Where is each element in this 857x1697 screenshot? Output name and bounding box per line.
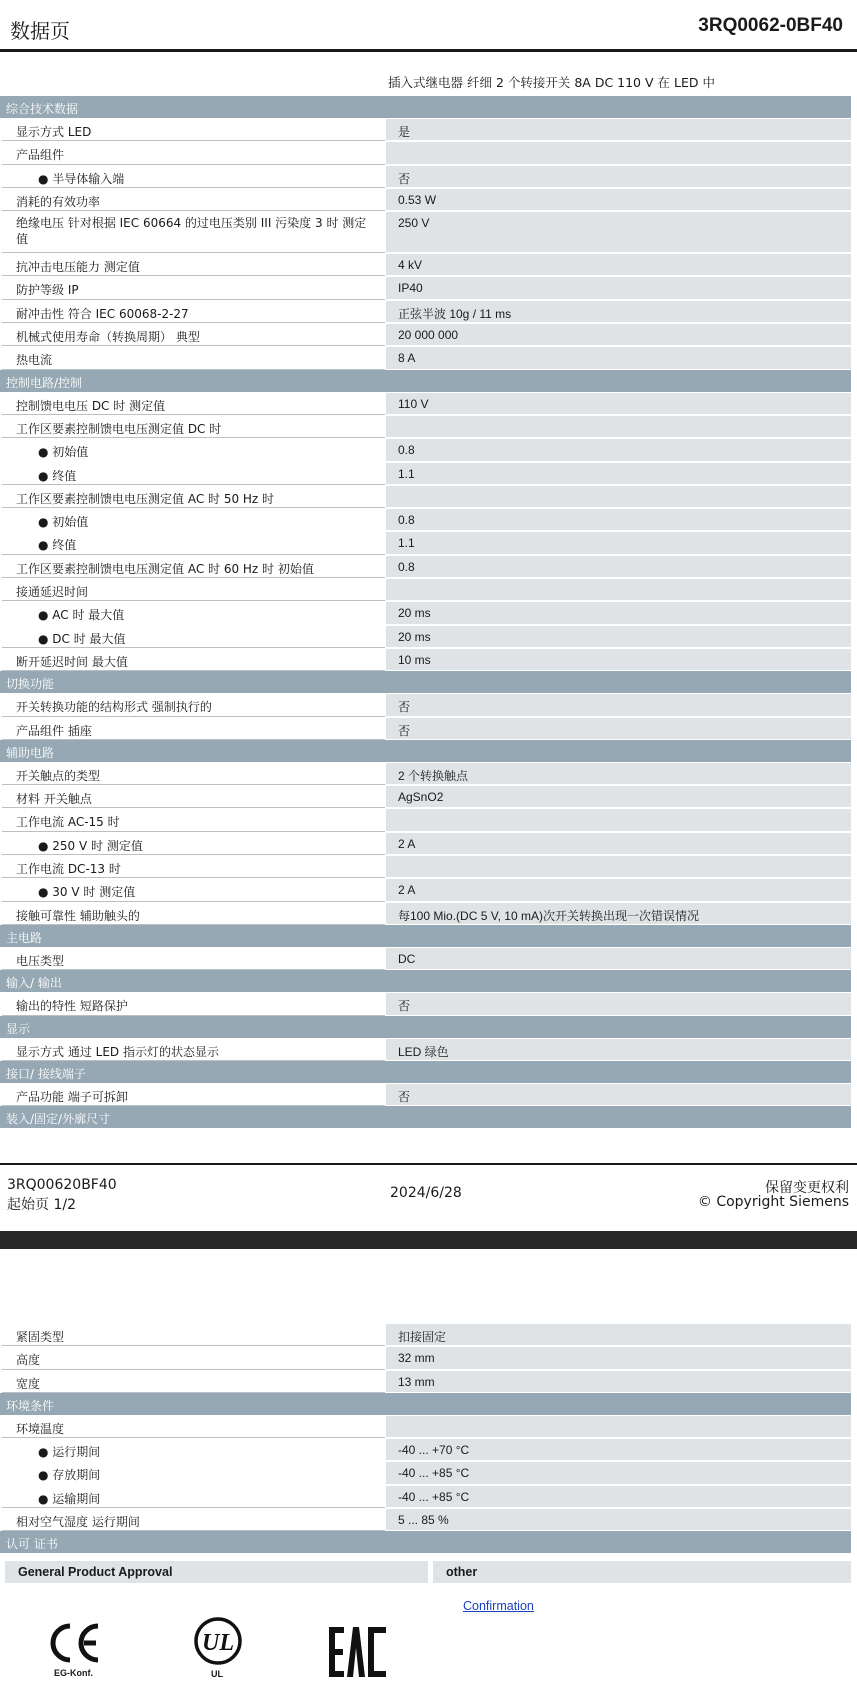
spec-row xyxy=(0,902,851,925)
spec-value-cell xyxy=(386,347,851,368)
spec-row xyxy=(0,1485,851,1508)
spec-value: 13 mm xyxy=(398,1374,435,1389)
spec-value: 5 ... 85 % xyxy=(398,1513,449,1528)
spec-value: 0.8 xyxy=(398,443,415,458)
spec-label: ● 初始值 xyxy=(38,445,89,460)
spec-row xyxy=(0,947,851,970)
page-footer xyxy=(0,1163,857,1238)
spec-label: 机械式使用寿命（转换周期） 典型 xyxy=(16,330,200,345)
spec-row xyxy=(0,531,851,554)
spec-value-cell xyxy=(386,393,851,414)
spec-label: ● AC 时 最大值 xyxy=(38,608,125,623)
spec-value-cell xyxy=(386,649,851,670)
spec-label: ● 250 V 时 测定值 xyxy=(38,838,143,853)
spec-row xyxy=(0,462,851,485)
spec-label: ● 半导体输入端 xyxy=(38,171,125,186)
row-divider xyxy=(2,924,385,925)
spec-row xyxy=(0,438,851,461)
spec-value-cell xyxy=(386,856,851,877)
spec-label: 工作区要素控制馈电电压测定值 AC 时 60 Hz 时 初始值 xyxy=(16,561,314,576)
spec-row xyxy=(0,648,851,671)
spec-row xyxy=(0,1508,851,1531)
spec-label: 断开延迟时间 最大值 xyxy=(16,654,128,669)
spec-row xyxy=(0,165,851,188)
spec-label: 开关转换功能的结构形式 强制执行的 xyxy=(16,700,212,715)
row-divider xyxy=(2,969,385,970)
spec-value-cell xyxy=(386,1324,851,1345)
header-title: 数据页 xyxy=(10,19,70,43)
spec-value-cell xyxy=(386,416,851,437)
spec-value-cell xyxy=(386,439,851,460)
spec-row xyxy=(0,1083,851,1106)
spec-row xyxy=(0,808,851,831)
spec-value-cell xyxy=(386,786,851,807)
spec-label: 抗冲击电压能力 测定值 xyxy=(16,260,140,275)
spec-label: ● 运输期间 xyxy=(38,1491,101,1506)
spec-label: 材料 开关触点 xyxy=(16,792,92,807)
svg-text:UL: UL xyxy=(202,1630,234,1656)
spec-row xyxy=(0,346,851,369)
spec-row xyxy=(0,1370,851,1393)
spec-label: ● 30 V 时 测定值 xyxy=(38,885,136,900)
spec-value: 10 ms xyxy=(398,652,431,667)
spec-value-cell xyxy=(386,486,851,507)
header-product-code: 3RQ0062-0BF40 xyxy=(698,15,843,36)
approval-header-row xyxy=(5,1561,851,1583)
section-header: 主电路 xyxy=(0,925,851,947)
spec-value: 20 ms xyxy=(398,606,431,621)
row-divider xyxy=(2,1060,385,1061)
spec-value: 每100 Mio.(DC 5 V, 10 mA)次开关转换出现一次错误情况 xyxy=(398,908,699,923)
footer-page-number: 起始页 1/2 xyxy=(7,1197,76,1213)
spec-value: 250 V xyxy=(398,216,430,231)
spec-row xyxy=(0,1415,851,1438)
spec-label: 输出的特性 短路保护 xyxy=(16,999,128,1014)
spec-value: 1.1 xyxy=(398,466,415,481)
spec-value: -40 ... +70 °C xyxy=(398,1443,470,1458)
spec-row xyxy=(0,211,851,253)
spec-value: 0.53 W xyxy=(398,192,437,207)
spec-label: 控制馈电电压 DC 时 测定值 xyxy=(16,398,166,413)
section-header: 切换功能 xyxy=(0,671,851,693)
spec-value-cell xyxy=(386,532,851,553)
spec-row xyxy=(0,785,851,808)
spec-value: 否 xyxy=(398,1089,411,1104)
spec-row xyxy=(0,717,851,740)
spec-value: 是 xyxy=(398,125,411,139)
spec-row xyxy=(0,141,851,164)
spec-row xyxy=(0,1461,851,1484)
ce-caption: EG-Konf. xyxy=(54,1668,93,1678)
spec-row xyxy=(0,1323,851,1346)
row-divider xyxy=(2,739,385,740)
section-header: 辅助电路 xyxy=(0,740,851,762)
spec-label: 绝缘电压 针对根据 IEC 60664 的过电压类别 III 污染度 3 时 测定值 xyxy=(16,216,367,247)
spec-value: 1.1 xyxy=(398,536,415,551)
spec-row xyxy=(0,693,851,716)
spec-label: 接触可靠性 辅助触头的 xyxy=(16,908,140,923)
spec-value-cell xyxy=(386,579,851,600)
spec-label: 防护等级 IP xyxy=(16,283,79,298)
spec-value-cell xyxy=(386,718,851,739)
spec-label: ● 初始值 xyxy=(38,515,89,530)
spec-value: 20 ms xyxy=(398,629,431,644)
spec-row xyxy=(0,878,851,901)
spec-value: DC xyxy=(398,951,416,966)
spec-label: 耐冲击性 符合 IEC 60068-2-27 xyxy=(16,306,189,321)
spec-table-page1 xyxy=(0,96,851,1128)
spec-row xyxy=(0,485,851,508)
spec-label: 宽度 xyxy=(16,1376,41,1391)
spec-value: 20 000 000 xyxy=(398,328,459,343)
spec-value-cell xyxy=(386,833,851,854)
spec-row xyxy=(0,276,851,299)
spec-row xyxy=(0,188,851,211)
spec-value-cell xyxy=(386,212,851,252)
spec-value-cell xyxy=(386,142,851,163)
spec-value-cell xyxy=(386,1439,851,1460)
approval-col-other: other xyxy=(433,1561,851,1583)
spec-row xyxy=(0,992,851,1015)
spec-value-cell xyxy=(386,119,851,140)
row-divider xyxy=(2,1105,385,1106)
spec-value-cell xyxy=(386,1486,851,1507)
spec-value-cell xyxy=(386,254,851,275)
spec-label: 工作区要素控制馈电电压测定值 AC 时 50 Hz 时 xyxy=(16,491,275,506)
spec-value-cell xyxy=(386,463,851,484)
spec-row xyxy=(0,415,851,438)
spec-value-cell xyxy=(386,694,851,715)
spec-value-cell xyxy=(386,1462,851,1483)
spec-value-cell xyxy=(386,1084,851,1105)
spec-row xyxy=(0,1038,851,1061)
spec-value: 2 A xyxy=(398,883,416,898)
spec-label: 相对空气湿度 运行期间 xyxy=(16,1515,140,1530)
ul-mark-icon xyxy=(193,1616,243,1680)
spec-row xyxy=(0,578,851,601)
spec-label: ● 终值 xyxy=(38,538,77,553)
spec-value-cell xyxy=(386,1347,851,1368)
spec-value: 正弦半波 10g / 11 ms xyxy=(398,306,512,321)
spec-label: 消耗的有效功率 xyxy=(16,194,101,209)
spec-value-cell xyxy=(386,556,851,577)
spec-row xyxy=(0,253,851,276)
section-header: 认可 证书 xyxy=(0,1531,851,1553)
spec-label: 工作电流 DC-13 时 xyxy=(16,862,121,877)
spec-value: 否 xyxy=(398,723,411,738)
row-divider xyxy=(2,1392,385,1393)
section-header: 显示 xyxy=(0,1016,851,1038)
footer-product-code: 3RQ00620BF40 xyxy=(7,1177,117,1193)
section-header: 控制电路/控制 xyxy=(0,370,851,392)
row-divider xyxy=(2,369,385,370)
section-header: 综合技术数据 xyxy=(0,96,851,118)
spec-value-cell xyxy=(386,993,851,1014)
spec-value-cell xyxy=(386,903,851,924)
spec-label: 工作区要素控制馈电电压测定值 DC 时 xyxy=(16,421,222,436)
row-divider xyxy=(2,670,385,671)
page-break-band xyxy=(0,1231,857,1249)
spec-value-cell xyxy=(386,189,851,210)
row-divider xyxy=(2,1015,385,1016)
spec-value-cell xyxy=(386,1371,851,1392)
spec-value-cell xyxy=(386,602,851,623)
spec-label: 高度 xyxy=(16,1353,41,1368)
spec-row xyxy=(0,1438,851,1461)
spec-value: 110 V xyxy=(398,396,429,411)
spec-row xyxy=(0,392,851,415)
row-divider xyxy=(2,1530,385,1531)
spec-row xyxy=(0,118,851,141)
spec-value: 否 xyxy=(398,700,411,715)
spec-row xyxy=(0,300,851,323)
page-header xyxy=(0,0,857,52)
footer-copyright: © Copyright Siemens xyxy=(697,1194,849,1210)
spec-value: -40 ... +85 °C xyxy=(398,1489,470,1504)
spec-value: 否 xyxy=(398,999,411,1014)
spec-value-cell xyxy=(386,809,851,830)
approval-col-general: General Product Approval xyxy=(5,1561,428,1583)
spec-value: LED 绿色 xyxy=(398,1044,449,1059)
spec-value-cell xyxy=(386,166,851,187)
spec-label: ● 终值 xyxy=(38,468,77,483)
spec-row xyxy=(0,555,851,578)
spec-label: 工作电流 AC-15 时 xyxy=(16,815,120,830)
spec-value: 2 个转换触点 xyxy=(398,768,469,783)
ce-mark-icon xyxy=(48,1620,104,1680)
spec-value: IP40 xyxy=(398,281,423,296)
spec-row xyxy=(0,762,851,785)
spec-row xyxy=(0,625,851,648)
spec-value-cell xyxy=(386,324,851,345)
spec-value: 0.8 xyxy=(398,559,415,574)
spec-row xyxy=(0,601,851,624)
spec-value-cell xyxy=(386,509,851,530)
section-header: 接口/ 接线端子 xyxy=(0,1061,851,1083)
spec-label: ● 运行期间 xyxy=(38,1445,101,1460)
ul-caption: UL xyxy=(211,1669,223,1679)
product-subtitle: 插入式继电器 纤细 2 个转接开关 8A DC 110 V 在 LED 中 xyxy=(388,75,715,90)
spec-label: ● DC 时 最大值 xyxy=(38,631,126,646)
spec-label: 热电流 xyxy=(16,353,53,368)
spec-value: 否 xyxy=(398,171,411,186)
spec-label: 产品功能 端子可拆卸 xyxy=(16,1089,128,1104)
spec-label: 紧固类型 xyxy=(16,1330,65,1344)
spec-value: -40 ... +85 °C xyxy=(398,1466,470,1481)
spec-value: 2 A xyxy=(398,836,416,851)
footer-rights: 保留变更权利 xyxy=(765,1180,849,1196)
spec-value: 4 kV xyxy=(398,258,423,273)
footer-date: 2024/6/28 xyxy=(390,1185,462,1201)
spec-value-cell xyxy=(386,948,851,969)
spec-row xyxy=(0,832,851,855)
spec-label: ● 存放期间 xyxy=(38,1468,101,1483)
spec-label: 环境温度 xyxy=(16,1421,65,1436)
spec-row xyxy=(0,323,851,346)
section-header: 输入/ 输出 xyxy=(0,970,851,992)
spec-label: 电压类型 xyxy=(16,953,65,968)
section-header: 装入/固定/外廓尺寸 xyxy=(0,1106,851,1128)
section-header: 环境条件 xyxy=(0,1393,851,1415)
spec-label: 显示方式 LED xyxy=(16,125,92,139)
spec-row xyxy=(0,1346,851,1369)
spec-value-cell xyxy=(386,763,851,784)
spec-label: 产品组件 xyxy=(16,148,65,163)
spec-value: 扣接固定 xyxy=(398,1330,447,1344)
spec-label: 接通延迟时间 xyxy=(16,585,89,600)
spec-value: 0.8 xyxy=(398,513,415,528)
spec-value: 8 A xyxy=(398,351,416,366)
spec-value: AgSnO2 xyxy=(398,790,444,805)
spec-row xyxy=(0,508,851,531)
spec-value-cell xyxy=(386,1039,851,1060)
spec-value-cell xyxy=(386,1416,851,1437)
spec-label: 显示方式 通过 LED 指示灯的状态显示 xyxy=(16,1044,219,1059)
spec-value-cell xyxy=(386,626,851,647)
spec-value-cell xyxy=(386,879,851,900)
spec-value-cell xyxy=(386,277,851,298)
spec-value-cell xyxy=(386,301,851,322)
confirmation-link[interactable]: Confirmation xyxy=(463,1599,534,1613)
spec-label: 开关触点的类型 xyxy=(16,768,101,783)
spec-table-page2 xyxy=(0,1323,851,1553)
spec-value-cell xyxy=(386,1509,851,1530)
spec-row xyxy=(0,855,851,878)
eac-mark-icon xyxy=(328,1626,388,1680)
spec-value: 32 mm xyxy=(398,1351,435,1366)
spec-label: 产品组件 插座 xyxy=(16,723,92,738)
